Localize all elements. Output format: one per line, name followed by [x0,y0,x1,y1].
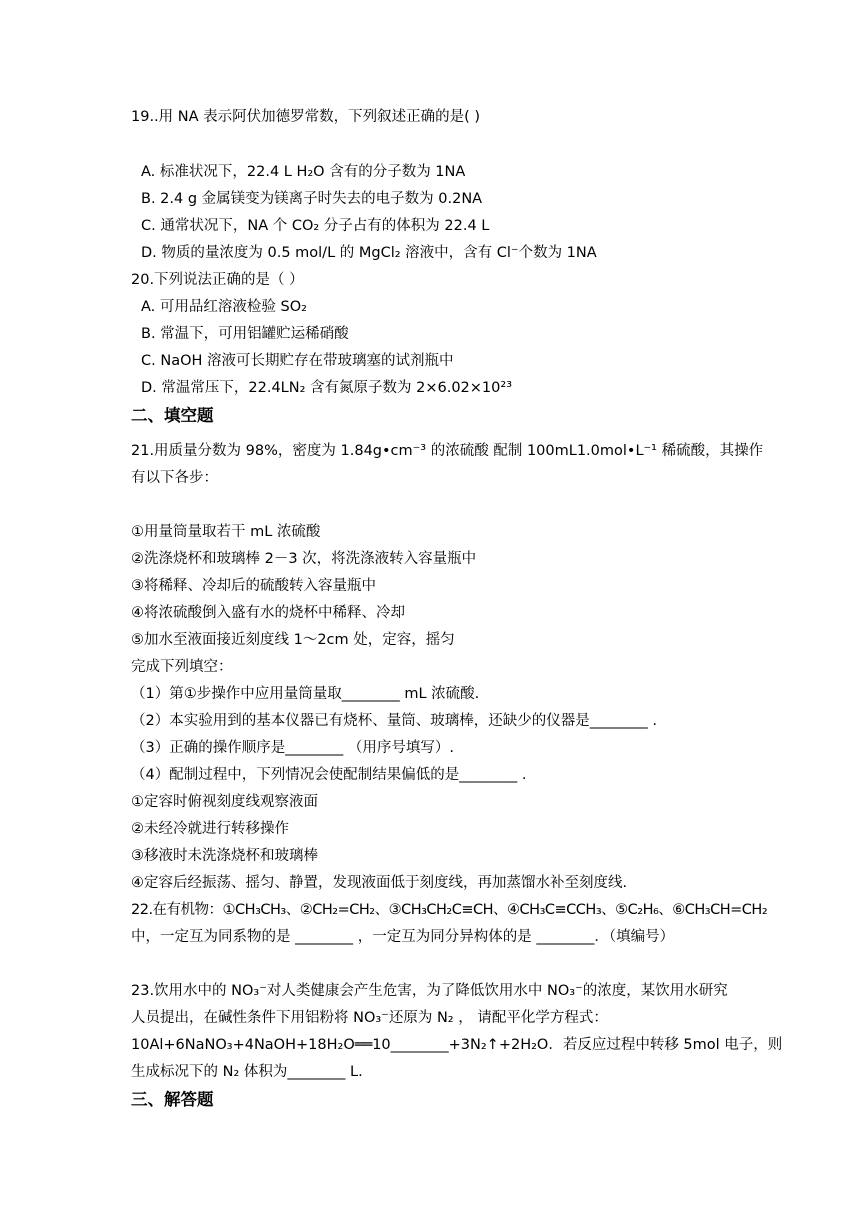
q20-option-d: D. 常温常压下，22.4LN₂ 含有氮原子数为 2×6.02×10²³ [141,380,513,396]
q19-stem: 19..用 NA 表示阿伏加德罗常数，下列叙述正确的是( ) [131,109,481,125]
q21-sub-2: （2）本实验用到的基本仪器已有烧杯、量筒、玻璃棒，还缺少的仪器是________ . [131,713,657,729]
q23-line4: 生成标况下的 N₂ 体积为________ L. [131,1064,363,1080]
q21-case-3: ③移液时未洗涤烧杯和玻璃棒 [131,848,318,864]
q19-option-a: A. 标准状况下，22.4 L H₂O 含有的分子数为 1NA [141,164,466,180]
q21-sub-4: （4）配制过程中，下列情况会使配制结果偏低的是________ . [131,767,527,783]
q20-option-a: A. 可用品红溶液检验 SO₂ [141,299,307,315]
q21-step-4: ④将浓硫酸倒入盛有水的烧杯中稀释、冷却 [131,605,405,621]
q19-option-d: D. 物质的量浓度为 0.5 mol/L 的 MgCl₂ 溶液中，含有 Cl⁻个数为 1NA [141,245,597,261]
q21-case-2: ②未经冷就进行转移操作 [131,821,289,837]
q21-stem-line2: 有以下各步： [131,470,218,486]
q21-case-4: ④定容后经振荡、摇匀、静置，发现液面低于刻度线，再加蒸馏水补至刻度线. [131,875,628,891]
section-heading-fill-in: 二、填空题 [131,406,214,425]
q20-option-b: B. 常温下，可用铝罐贮运稀硝酸 [141,326,349,342]
q21-stem-line1: 21.用质量分数为 98%，密度为 1.84g•cm⁻³ 的浓硫酸 配制 100mL1.0mol•L⁻¹ 稀硫酸，其操作 [131,443,764,459]
q21-sub-1: （1）第①步操作中应用量筒量取________ mL 浓硫酸. [131,686,480,702]
q23-line2: 人员提出，在碱性条件下用铝粉将 NO₃⁻还原为 N₂ ， 请配平化学方程式： [131,1010,608,1026]
q21-case-1: ①定容时俯视刻度线观察液面 [131,794,318,810]
section-heading-answer: 三、解答题 [131,1090,214,1109]
q21-sub-3: （3）正确的操作顺序是________ （用序号填写）. [131,740,454,756]
q19-option-b: B. 2.4 g 金属镁变为镁离子时失去的电子数为 0.2NA [141,191,483,207]
q19-option-c: C. 通常状况下，NA 个 CO₂ 分子占有的体积为 22.4 L [141,218,490,234]
q20-stem: 20.下列说法正确的是（ ） [131,272,304,288]
q23-line1: 23.饮用水中的 NO₃⁻对人类健康会产生危害，为了降低饮用水中 NO₃⁻的浓度，某饮用水研究 [131,983,728,999]
q21-step-2: ②洗涤烧杯和玻璃棒 2－3 次，将洗涤液转入容量瓶中 [131,551,477,567]
q20-option-c: C. NaOH 溶液可长期贮存在带玻璃塞的试剂瓶中 [141,353,454,369]
q21-step-5: ⑤加水至液面接近刻度线 1～2cm 处，定容，摇匀 [131,632,455,648]
q22-line1: 22.在有机物：①CH₃CH₃、②CH₂=CH₂、③CH₃CH₂C≡CH、④CH₃C≡CCH₃、⑤C₂H₆、⑥CH₃CH=CH₂ [131,902,768,918]
q21-prompt: 完成下列填空： [131,659,233,675]
q22-line2: 中，一定互为同系物的是 ________ ，一定互为同分异构体的是 ________．（填编号） [131,929,675,945]
q21-step-3: ③将稀释、冷却后的硫酸转入容量瓶中 [131,578,376,594]
q21-step-1: ①用量筒量取若干 mL 浓硫酸 [131,524,321,540]
q23-line3: 10Al+6NaNO₃+4NaOH+18H₂O══10________+3N₂↑+2H₂O．若反应过程中转移 5mol 电子，则 [131,1037,783,1053]
